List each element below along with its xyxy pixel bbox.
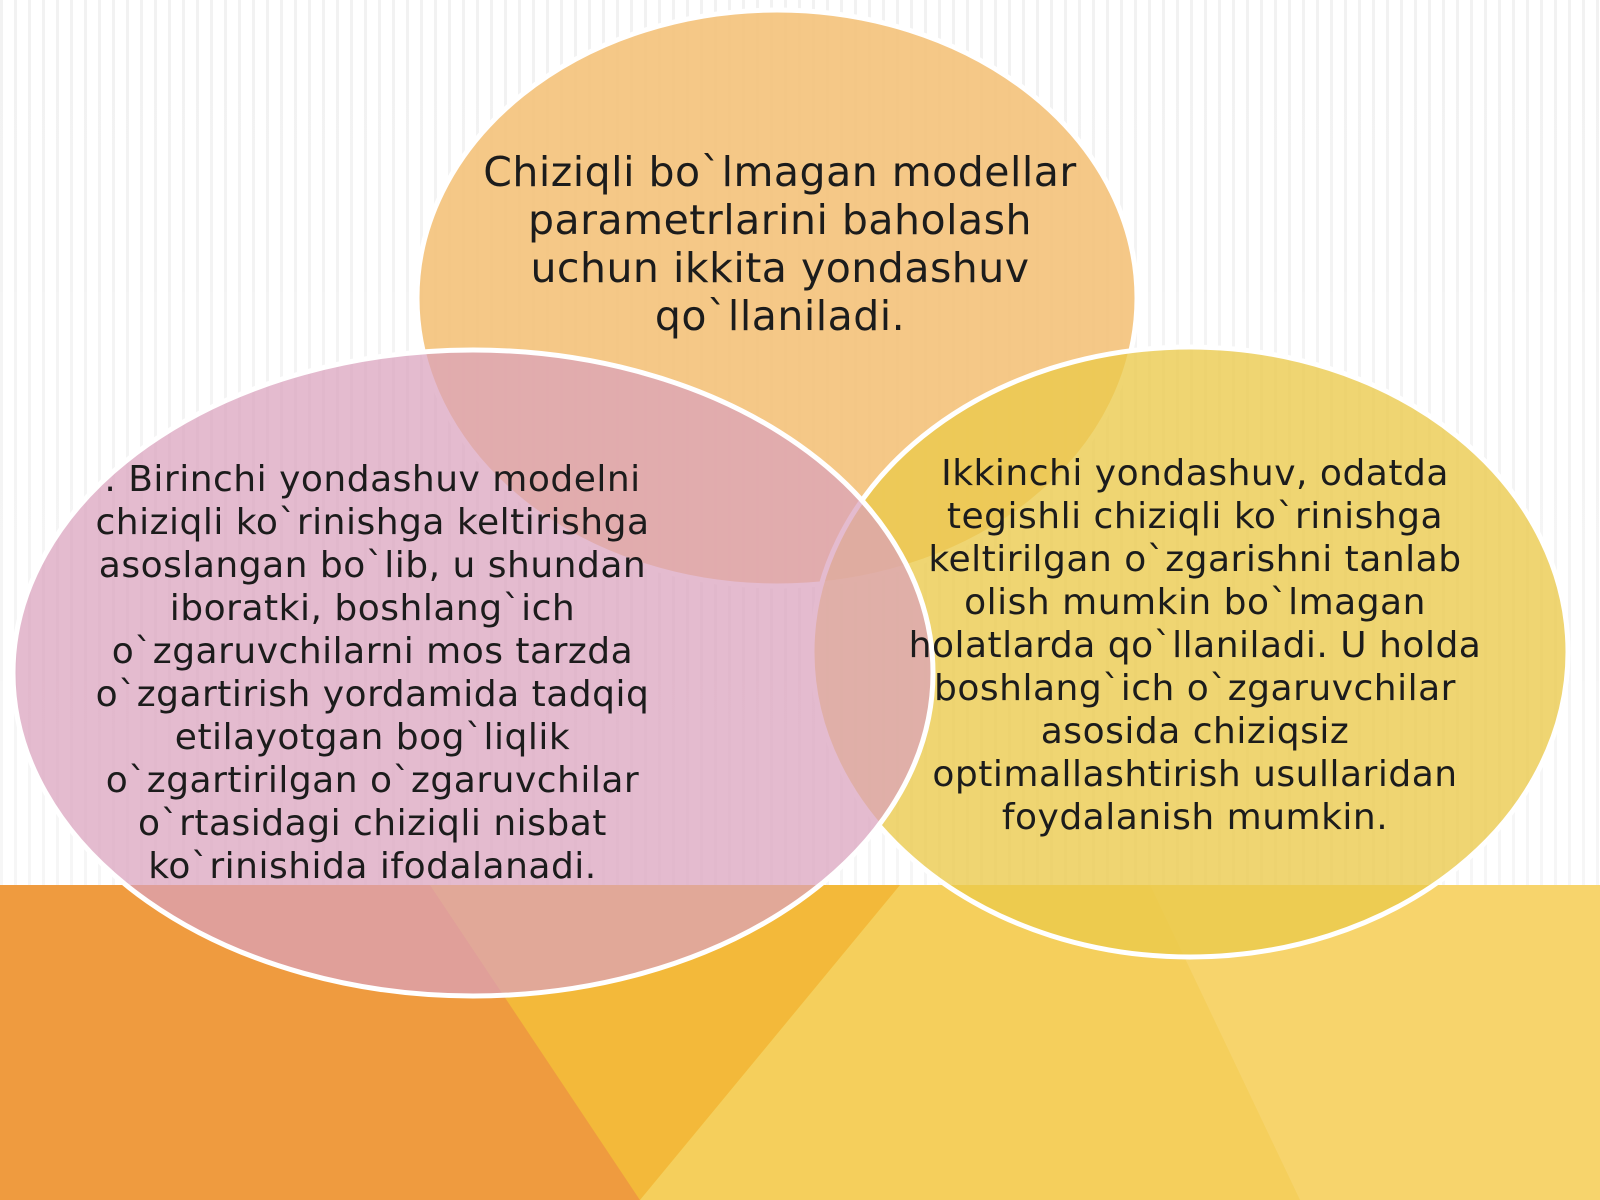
venn-right-text: Ikkinchi yondashuv, odatda tegishli chiziqli ko`rinishga keltirilgan o`zgarishni tanlab olish mumkin bo`lmagan holatlarda qo`llaniladi. U holda boshlang`ich o`zgaruvchilar asosida chiziqsiz optimallashtirish usullaridan foydalanish mumkin. [908, 453, 1482, 838]
venn-top-text: Chiziqli bo`lmagan modellar parametrlarini baholash uchun ikkita yondashuv qo`llaniladi. [483, 148, 1077, 340]
venn-left-text: . Birinchi yondashuv modelni chiziqli ko`rinishga keltirishga asoslangan bo`lib, u shundan iboratki, boshlang`ich o`zgaruvchilarni mos tarzda o`zgartirish yordamida tadqiq etilayotgan bog`liqlik o`zgartirilgan o`zgaruvchilar o`rtasidagi chiziqli nisbat ko`rinishida ifodalanadi. [95, 459, 650, 887]
